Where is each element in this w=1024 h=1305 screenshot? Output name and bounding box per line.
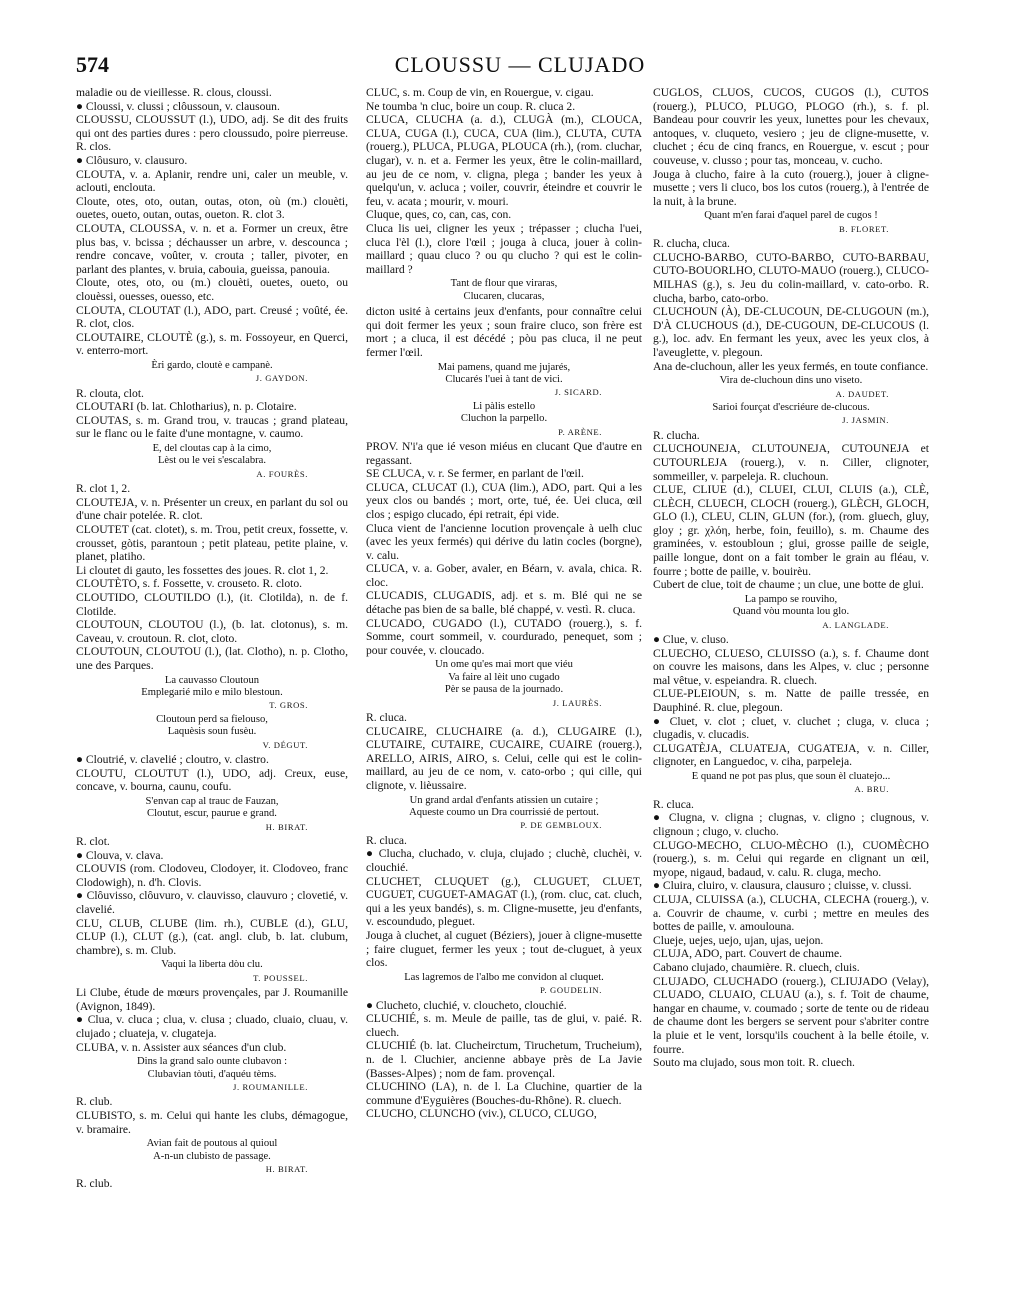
dictionary-entry: CLUCA, v. a. Gober, avaler, en Béarn, v. avala, chica. R. cloc.	[366, 562, 642, 589]
verse-quotation	[653, 210, 929, 235]
verse-line: Èri gardo, cloutè e campanè.	[151, 359, 273, 371]
dictionary-entry: Ne toumba 'n cluc, boire un coup. R. cluca 2.	[366, 99, 576, 113]
verse-line: La cauvasso Cloutoun	[164, 674, 260, 686]
verse-quotation	[366, 362, 642, 399]
verse-line: S'envan cap al trauc de Fauzan,	[145, 795, 279, 807]
quote-author: A. FOURÈS.	[256, 468, 308, 479]
dictionary-entry: R. cluca.	[366, 833, 407, 847]
dictionary-entry: R. clucha, cluca.	[653, 237, 730, 251]
quote-author: J. JASMIN.	[842, 415, 889, 426]
dictionary-entry: CLOUTARI (b. lat. Chlotharius), n. p. Clotaire.	[76, 400, 297, 414]
dictionary-entry: Cluque, ques, co, can, cas, con.	[366, 208, 512, 222]
dictionary-entry: Cloute, otes, oto, outan, outas, oton, où (m.) clouèti, ouetes, oueto, outan, outas, oueton. R. clot 3.	[76, 194, 348, 222]
dictionary-entry: CLUJA, CLUISSA (a.), CLUCHA, CLECHA (rouerg.), v. a. Couvrir de chaume, v. curbi ; mettre en meules des bottes de paille, v. amoulouna.	[653, 892, 929, 934]
quote-author: A. LANGLADE.	[822, 619, 889, 630]
dictionary-entry: CLUE, CLIUE (d.), CLUEI, CLUI, CLUIS (a.), CLÈ, CLÈCH, CLUECH, CLOCH (rouerg.), GLÈCH, GLOCH, GLO (l.), CLEU, CLIN, GLUN (for.), (rom. gluech, gluy, gloy ; gr. χλόη, herbe, foin, feuillo), s. m. Chaume des graminées, v. estoubloun ; glui, grosse paille de seigle, paille longue, dont on a fait tomber le grain au fléau, v. fourre ; botte de paille, v. bouirèu.	[653, 483, 929, 578]
quote-author: B. FLORET.	[838, 223, 889, 234]
quote-author: A. DAUDET.	[835, 388, 889, 399]
dictionary-entry: Souto ma clujado, sous mon toit. R. cluech.	[653, 1056, 855, 1070]
dictionary-entry: CLOUVIS (rom. Clodoveu, Clodoyer, it. Clodoveo, franc Clodowigh), n. d'h. Clovis.	[76, 862, 348, 889]
column-right	[653, 86, 929, 1295]
verse-line: Mai pamens, quand me jujarés,	[437, 361, 571, 373]
dictionary-entry: SE CLUCA, v. r. Se fermer, en parlant de l'œil.	[366, 467, 584, 481]
dictionary-entry: CLUCHO, CLUNCHO (viv.), CLUCO, CLUGO,	[366, 1107, 597, 1121]
quote-author: H. BIRAT.	[265, 821, 308, 832]
dictionary-entry: CLOUTÈTO, s. f. Fossette, v. crouseto. R. cloto.	[76, 577, 303, 591]
quote-author: T. GROS.	[269, 700, 308, 711]
quote-author: P. DE GEMBLOUX.	[520, 820, 602, 831]
dictionary-entry: CLUCAIRE, CLUCHAIRE (a. d.), CLUGAIRE (l.), CLUTAIRE, CUTAIRE, CUCAIRE, CUAIRE (rouerg.), ARELLO, AIRIS, AIRO, s. Celui, celle qui est le colin-maillard, au jeu de ce nom, v. cato-orbo ; qui cille, qui clignote, v. lièussaire.	[366, 724, 642, 793]
dictionary-entry: ● Clucheto, cluchié, v. cloucheto, clouchié.	[366, 998, 567, 1012]
dictionary-entry: Cloute, otes, oto, ou (m.) clouèti, ouetes, oueto, ou clouèssi, ouesses, ouesso, etc.	[76, 276, 348, 303]
quote-author: P. GOUDELIN.	[540, 985, 602, 996]
verse-line: Vira de-cluchoun dins uno viseto.	[719, 375, 863, 387]
verse-line: Lèst ou le vei s'escalabra.	[157, 455, 267, 467]
dictionary-entry: CLOUTIDO, CLOUTILDO (l.), (it. Clotilda), n. de f. Clotilde.	[76, 591, 348, 618]
dictionary-entry: CUGLOS, CLUOS, CUCOS, CUGOS (l.), CUTOS (rouerg.), PLUCO, PLUGO, PLOGO (rh.), s. f. pl. Bandeau pour couvrir les yeux, lunettes pour les chevaux, antoques, v. cluqueto, vesiero ; jeu de cligne-musette, v. cluchet ; écu de cinq francs, en Rouergue, v. escut ; pour couveuse, v. clusso ; pour tas, monceau, v. cucho.	[653, 86, 929, 167]
dictionary-entry: ● Clugna, v. cligna ; clugnas, v. cligno ; clugnous, v. clignoun ; clugo, v. clucho.	[653, 811, 929, 838]
dictionary-entry: ● Cloutrié, v. clavelié ; cloutro, v. clastro.	[76, 753, 269, 767]
quote-author: J. GAYDON.	[255, 373, 308, 384]
dictionary-entry: R. clucha.	[653, 428, 700, 442]
verse-line: Las lagremos de l'albo me convidon al cluquet.	[404, 971, 604, 983]
verse-line: Vaqui la liberta dòu clu.	[161, 959, 263, 971]
dictionary-entry: CLOUTU, CLOUTUT (l.), UDO, adj. Creux, euse, concave, v. bourna, caunu, coufu.	[76, 766, 348, 794]
verse-line: Un grand ardal d'enfants atissien un cutaire ;	[409, 794, 599, 806]
dictionary-entry: Li Clube, étude de mœurs provençales, par J. Roumanille (Avignon, 1849).	[76, 986, 348, 1013]
dictionary-entry: ● Clua, v. cluca ; clua, v. clusa ; cluado, cluaio, cluau, v. clujado ; cluateja, v. clugateja.	[76, 1013, 348, 1040]
quote-author: J. LAURÈS.	[552, 697, 602, 708]
dictionary-entry: CLOUTOUN, CLOUTOU (l.), (b. lat. clotonus), s. m. Caveau, v. croutoun. R. clot, cloto.	[76, 618, 348, 645]
dictionary-entry: CLUCA, CLUCAT (l.), CUA (lim.), ADO, part. Qui a les yeux clos ou bandés ; mort, orte, tué, ée. Uei cluca, œil clos ; espigo clucado, épi retrait, épi vide.	[366, 480, 642, 521]
dictionary-entry: CLUGATÈJA, CLUATEJA, CUGATEJA, v. n. Ciller, clignoter, en Languedoc, v. ciha, parpeleja.	[653, 741, 929, 769]
dictionary-entry: Cluca lis uei, cligner les yeux ; trépasser ; clucha l'uei, cluca l'èl (l.), clore l'œil ; jouga à cluca, jouer à colin-maillard ; quau cluco ? ou qu clucho ? qui est le colin-maillard ?	[366, 221, 642, 276]
quote-author: P. ARÈNE.	[558, 426, 602, 437]
dictionary-entry: CLOUTAIRE, CLOUTÈ (g.), s. m. Fossoyeur, en Querci, v. enterro-mort.	[76, 330, 348, 358]
verse-line: Clucaren, clucaras,	[463, 290, 545, 302]
quote-author: T. POUSSEL.	[253, 972, 308, 983]
verse-quotation	[76, 1138, 348, 1175]
dictionary-entry: Cabano clujado, chaumière. R. cluech, cluis.	[653, 960, 860, 974]
dictionary-entry: CLUCHO-BARBO, CUTO-BARBO, CUTO-BARBAU, CUTO-BOUORLHO, CLUTO-MAUO (rouerg.), CLUCO-MILHAS (g.), s. Jeu du colin-maillard, v. cato-orbo. R. clucha, barbo, cato-orbo.	[653, 250, 929, 305]
dictionary-entry: CLUCHOUNEJA, CLUTOUNEJA, CUTOUNEJA et CUTOURLEJA (rouerg.), v. n. Ciller, clignoter, sommeiller, v. parpeleja. R. cluchoun.	[653, 442, 929, 483]
verse-quotation	[366, 659, 642, 709]
verse-line: Va faire al lèit uno cugado	[448, 671, 560, 683]
dictionary-entry: R. club.	[76, 1095, 113, 1109]
dictionary-entry: Ana de-cluchoun, aller les yeux fermés, en toute confiance.	[653, 359, 929, 373]
verse-line: Laquèsis soun fusèu.	[167, 726, 257, 738]
verse-quotation	[653, 375, 929, 400]
dictionary-entry: CLUBA, v. n. Assister aux séances d'un club.	[76, 1040, 287, 1054]
page-header	[76, 52, 964, 82]
dictionary-entry: CLOUTET (cat. clotet), s. m. Trou, petit creux, fossette, v. crousset, gòtis, parantoun ; petit plateau, petite plaine, v. planet, platiho.	[76, 523, 348, 564]
column-left	[76, 86, 348, 1295]
dictionary-entry: ● Clue, v. cluso.	[653, 633, 729, 647]
quote-author: A. BRU.	[854, 784, 889, 795]
quote-author: H. BIRAT.	[265, 1163, 308, 1174]
running-head: CLOUSSU — CLUJADO	[394, 52, 646, 77]
dictionary-entry: ● Clucha, cluchado, v. cluja, clujado ; cluchè, cluchèi, v. clouchié.	[366, 847, 642, 875]
verse-line: Aqueste coumo un Dra courrissié de pertout.	[409, 807, 599, 819]
dictionary-entry: R. cluca.	[366, 711, 407, 725]
verse-line: Pèr se pausa de la journado.	[444, 684, 564, 696]
verse-quotation	[76, 443, 348, 480]
dictionary-entry: dicton usité à certains jeux d'enfants, pour connaître celui qui doit fermer les yeux ; soun fraire cluco, son frère est mort ; a cluca, il est décédé ; pòu pas cluca, il ne peut fermer l'œil.	[366, 305, 642, 359]
dictionary-entry: Jouga à cluchet, al cuguet (Béziers), jouer à cligne-musette ; faire cluguet, fermer les yeux ; tout de-cluguet, à yeux clos.	[366, 929, 642, 970]
verse-quotation	[653, 594, 929, 631]
column-middle	[366, 86, 642, 1295]
verse-line: Cluchon la parpello.	[460, 413, 548, 425]
verse-quotation	[76, 360, 348, 385]
dictionary-entry: CLUCHIÉ (b. lat. Clucheirctum, Tiruchetum, Trucheium), n. de l. Cluchier, ancienne abbaye près de La Javie (Basses-Alpes) ; nom de fam. provençal.	[366, 1039, 642, 1080]
dictionary-entry: R. cluca.	[653, 797, 694, 811]
verse-line: Cloutut, escur, paurue e grand.	[147, 808, 277, 820]
verse-line: Clubavian tòuti, d'aquéu tèms.	[147, 1068, 277, 1080]
verse-line: Dins la grand salo ounte clubavon :	[136, 1056, 288, 1068]
verse-quotation	[366, 795, 642, 832]
verse-quotation	[76, 959, 348, 984]
dictionary-entry: ● Cluira, cluiro, v. clausura, clausuro ; cluisse, v. clussi.	[653, 879, 912, 893]
verse-line: Cloutoun perd sa fielouso,	[156, 713, 268, 725]
dictionary-entry: CLUJA, ADO, part. Couvert de chaume.	[653, 947, 843, 961]
verse-line: Clucarés l'uei à tant de vici.	[445, 373, 563, 385]
verse-quotation	[76, 714, 348, 751]
dictionary-entry: R. clouta, clot.	[76, 386, 144, 400]
verse-quotation	[366, 278, 642, 303]
dictionary-entry: Cluca vient de l'ancienne locution provençale à uelh cluc (avec les yeux fermés) qui dérive du latin cocles (borgne), v. calu.	[366, 521, 642, 562]
dictionary-entry: R. clot 1, 2.	[76, 482, 131, 496]
verse-quotation	[366, 972, 642, 997]
verse-line: Li pàlis estello	[472, 400, 536, 412]
dictionary-entry: CLUCHET, CLUQUET (g.), CLUGUET, CLUET, CUGUET, CUGUET-AMAGAT (l.), (rom. cluc, cat. cluch, qui a les yeux bandés), s. m. Cligne-musette, jeu d'enfants, v. escoundudo, pleguet.	[366, 874, 642, 929]
dictionary-entry: CLOUTA, CLOUSSA, v. n. et a. Former un creux, être plus bas, v. bcissa ; déchausser un arbre, v. descounca ; rendre concave, voûter, v. crouta ; taller, pivoter, en parlant des plantes, v. bruia, cabouia, gueissa, panouia.	[76, 221, 348, 276]
dictionary-entry: CLU, CLUB, CLUBE (lim. rh.), CUBLE (d.), GLU, CLUP (l.), CLUT (g.), (cat. angl. club, b. lat. clubum, chambre), s. m. Club.	[76, 916, 348, 957]
dictionary-entry: CLUGO-MECHO, CLUO-MÈCHO (l.), CUOMÈCHO (rouerg.), s. m. Celui qui regarde en clignant un œil, myope, nigaud, badaud, v. calu. R. cluga, mecho.	[653, 838, 929, 879]
verse-line: Avian fait de poutous al quioul	[146, 1138, 278, 1150]
dictionary-entry: Li cloutet di gauto, les fossettes des joues. R. clot 1, 2.	[76, 563, 329, 577]
dictionary-entry: CLUECHO, CLUESO, CLUISSO (a.), s. f. Chaume dont on couvre les maisons, dans les Alpes, v. cluc ; personne mal vêtue, v. espeiandra. R. cluech.	[653, 646, 929, 687]
quote-author: J. SICARD.	[554, 387, 602, 398]
verse-line: Tant de flour que viraras,	[450, 278, 558, 290]
dictionary-entry: CLOUSSU, CLOUSSUT (l.), UDO, adj. Se dit des fruits qui ont des parties dures : pero cloussudo, poire pierreuse. R. clos.	[76, 113, 348, 154]
verse-line: E, del cloutas cap à la cimo,	[152, 443, 272, 455]
dictionary-entry: CLUCADIS, CLUGADIS, adj. et s. m. Blé qui ne se détache pas bien de sa balle, blé chappé, v. vestì. R. cluca.	[366, 589, 642, 617]
verse-line: Emplegarié milo e milo blestoun.	[141, 687, 283, 698]
verse-line: Quand vòu mounta lou glo.	[732, 606, 850, 618]
verse-quotation	[653, 402, 929, 427]
dictionary-entry: Cubert de clue, toit de chaume ; un clue, une botte de glui.	[653, 578, 924, 592]
quote-author: J. ROUMANILLE.	[233, 1081, 308, 1092]
dictionary-entry: PROV. N'i'a que ié veson miéus en clucant Que d'autre en regassant.	[366, 439, 642, 467]
page-number: 574	[76, 52, 109, 77]
dictionary-entry: CLUBISTO, s. m. Celui qui hante les clubs, démagogue, v. bramaire.	[76, 1108, 348, 1136]
dictionary-entry: CLOUTEJA, v. n. Présenter un creux, en parlant du sol ou d'une chair potelée. R. clot.	[76, 495, 348, 523]
dictionary-entry: CLUC, s. m. Coup de vin, en Rouergue, v. cigau.	[366, 86, 594, 99]
verse-line: La pampo se rouviho,	[744, 593, 838, 605]
dictionary-entry: CLOUTOUN, CLOUTOU (l.), (lat. Clotho), n. p. Clotho, une des Parques.	[76, 645, 348, 672]
quote-author: V. DÉGUT.	[262, 739, 308, 750]
dictionary-entry: ● Cluet, v. clot ; cluet, v. cluchet ; cluga, v. cluca ; clugadis, v. clucadis.	[653, 714, 929, 742]
dictionary-entry: ● Clôusuro, v. clausuro.	[76, 153, 188, 167]
dictionary-entry: CLOUTA, CLOUTAT (l.), ADO, part. Creusé ; voûté, ée. R. clot, clos.	[76, 303, 348, 331]
verse-quotation	[76, 1056, 348, 1093]
dictionary-entry: CLOUTAS, s. m. Grand trou, v. traucas ; grand plateau, sur le flanc ou le faite d'une montagne, v. caumo.	[76, 413, 348, 441]
dictionary-entry: CLUCADO, CUGADO (l.), CUTADO (rouerg.), s. f. Somme, court sommeil, v. courdurado, penequet, som ; pour couvée, v. cloucado.	[366, 616, 642, 657]
verse-quotation	[76, 675, 348, 712]
dictionary-entry: ● Clouva, v. clava.	[76, 848, 164, 862]
dictionary-entry: R. clot.	[76, 835, 110, 849]
dictionary-entry: R. club.	[76, 1177, 113, 1191]
dictionary-entry: CLUCHINO (LA), n. de l. La Cluchine, quartier de la commune d'Eyguières (Bouches-du-Rhône). R. cluech.	[366, 1080, 642, 1107]
dictionary-entry: CLUE-PLEIOUN, s. m. Natte de paille tressée, en Dauphiné. R. clue, plegoun.	[653, 687, 929, 715]
verse-quotation	[366, 401, 642, 438]
dictionary-entry: CLOUTA, v. a. Aplanir, rendre uni, caler un meuble, v. aclouti, enclouta.	[76, 167, 348, 195]
dictionary-entry: maladie ou de vieillesse. R. clous, cloussi.	[76, 86, 272, 99]
verse-quotation	[76, 796, 348, 833]
verse-line: A-n-un clubisto de passage.	[153, 1150, 271, 1162]
dictionary-entry: Clueje, uejes, uejo, ujan, ujas, uejon.	[653, 933, 824, 947]
dictionary-entry: CLUCA, CLUCHA (a. d.), CLUGÀ (m.), CLOUCA, CLUA, CUGA (l.), CUCA, CUA (lim.), CLUTA, CUTA (rouerg.), PLUCA, PLUGA, PLOUCA (rh.), (rom. cluchar, clugar), v. n. et a. Fermer les yeux, être le colin-maillard, au jeu de ce nom, v. cligna, plega ; bander les yeux à quelqu'un, v. acluca ; voiler, couvrir, éteindre et couvrir le feu, v. acata ; mourir, v. mouri.	[366, 113, 642, 208]
dictionary-entry: Jouga à clucho, faire à la cuto (rouerg.), jouer à cligne-musette ; vers li cluco, bos los cutos (rouerg.), à l'entrée de la nuit, à la brune.	[653, 167, 929, 208]
verse-line: Un ome qu'es mai mort que viéu	[435, 659, 573, 671]
verse-line: E quand ne pot pas plus, que soun èl cluatejo...	[691, 771, 891, 782]
dictionary-entry: ● Cloussi, v. clussi ; clôussoun, v. clausoun.	[76, 99, 280, 113]
verse-quotation	[653, 771, 929, 796]
verse-line: Quant m'en farai d'aquel parel de cugos !	[704, 210, 878, 222]
dictionary-entry: ● Clôuvisso, clôuvuro, v. clauvisso, clauvuro ; clovetié, v. clavelié.	[76, 889, 348, 916]
dictionary-entry: CLUCHIÉ, s. m. Meule de paille, tas de glui, v. paié. R. cluech.	[366, 1012, 642, 1039]
verse-line: Sarioi fourçat d'escriéure de-clucous.	[712, 401, 870, 413]
dictionary-entry: CLUCHOUN (À), DE-CLUCOUN, DE-CLUGOUN (m.), D'À CLUCHOUS (d.), DE-CUGOUN, DE-CLUCOUS (l. g.), loc. adv. En fermant les yeux, avec les yeux clos, à l'aveuglette, v. plegoun.	[653, 305, 929, 359]
dictionary-entry: CLUJADO, CLUCHADO (rouerg.), CLIUJADO (Velay), CLUADO, CLUAIO, CLUAU (a.), s. f. Toit de chaume, hangar en chaume, v. coumado ; sorte de tente ou de rideau de chaume dont les bergers se servent pour s'abriter contre la pluie et le vent, lorsqu'ils couchent à la belle étoile, v. fourre.	[653, 974, 929, 1056]
